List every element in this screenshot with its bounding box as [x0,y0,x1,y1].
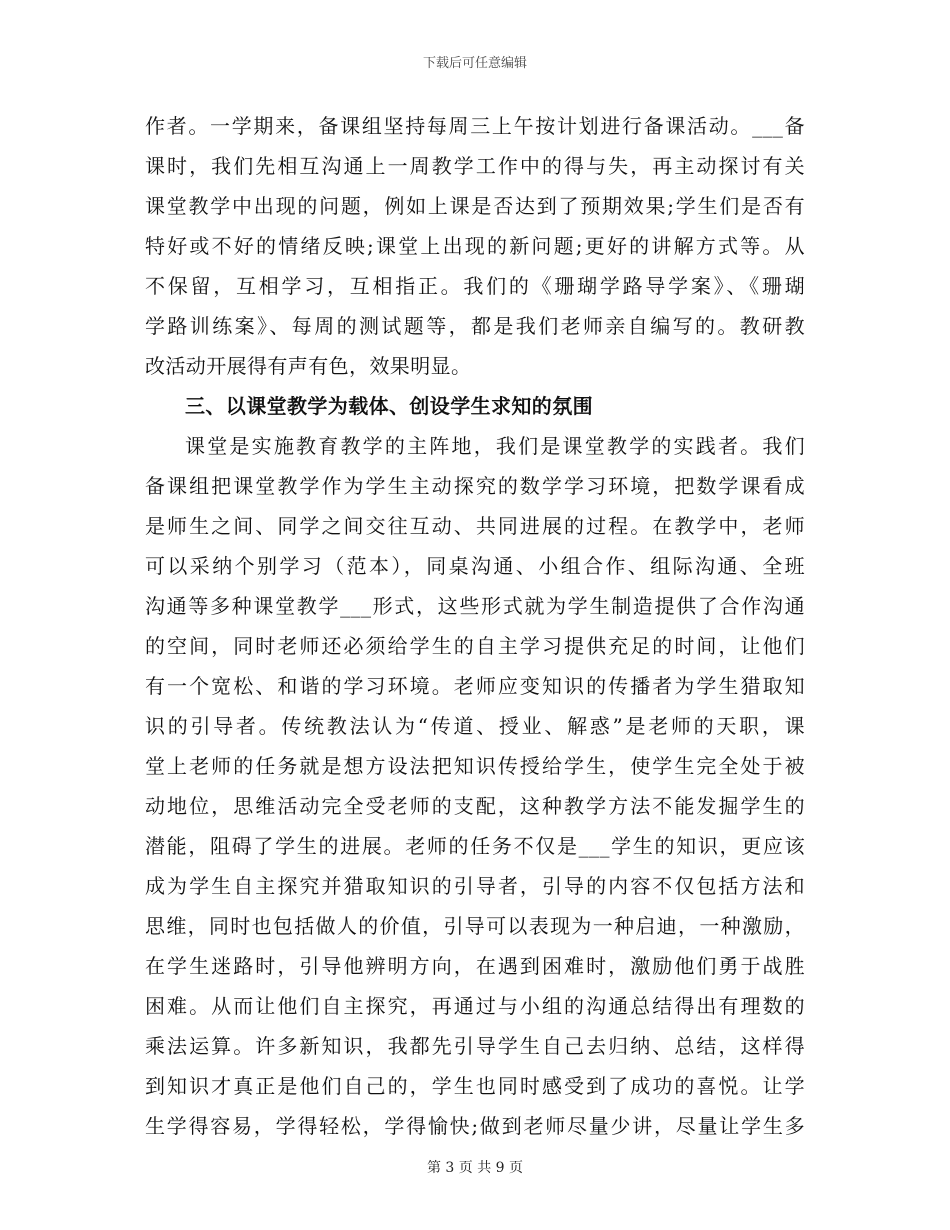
page-header: 下载后可任意编辑 [422,56,527,71]
text-line: 课堂是实施教育教学的主阵地，我们是课堂教学的实践者。我们 [185,434,805,458]
text-line: 备课组把课堂教学作为学生主动探究的数学学习环境，把数学课看成 [145,474,805,498]
text-line: 思维，同时也包括做人的价值，引导可以表现为一种启迪，一种激励， [145,914,805,938]
document-body [145,106,805,1146]
text-line: 堂上老师的任务就是想方设法把知识传授给学生，使学生完全处于被 [145,754,805,778]
paragraph [145,426,805,1146]
text-line: 不保留，互相学习，互相指正。我们的《珊瑚学路导学案》、《珊瑚 [145,274,805,298]
text-line: 动地位，思维活动完全受老师的支配，这种教学方法不能发掘学生的 [145,794,805,818]
text-line: 课堂教学中出现的问题，例如上课是否达到了预期效果;学生们是否有 [145,194,805,218]
page-number: 第 3 页 共 9 页 [426,1160,524,1176]
text-line: 生学得容易，学得轻松，学得愉快;做到老师尽量少讲，尽量让学生多 [145,1114,805,1138]
text-line: 课时，我们先相互沟通上一周教学工作中的得与失，再主动探讨有关 [145,154,805,178]
text-line: 是师生之间、同学之间交往互动、共同进展的过程。在教学中，老师 [145,514,805,538]
text-line: 特好或不好的情绪反映;课堂上出现的新问题;更好的讲解方式等。从 [145,234,805,258]
text-line: 作者。一学期来，备课组坚持每周三上午按计划进行备课活动。___备 [145,114,805,138]
text-line: 到知识才真正是他们自己的，学生也同时感受到了成功的喜悦。让学 [145,1074,805,1098]
text-line: 潜能，阻碍了学生的进展。老师的任务不仅是___学生的知识，更应该 [145,834,805,858]
text-line: 困难。从而让他们自主探究，再通过与小组的沟通总结得出有理数的 [145,994,805,1018]
text-line: 改活动开展得有声有色，效果明显。 [145,354,472,378]
text-line: 识的引导者。传统教法认为“传道、授业、解惑”是老师的天职，课 [145,714,805,738]
section-heading: 三、以课堂教学为载体、创设学生求知的氛围 [185,394,593,418]
text-line: 学路训练案》、每周的测试题等，都是我们老师亲自编写的。教研教 [145,314,805,338]
text-line: 乘法运算。许多新知识，我都先引导学生自己去归纳、总结，这样得 [145,1034,805,1058]
text-line: 的空间，同时老师还必须给学生的自主学习提供充足的时间，让他们 [145,634,805,658]
text-line: 可以采纳个别学习（范本），同桌沟通、小组合作、组际沟通、全班 [145,554,805,578]
paragraph-continued [145,106,805,386]
text-line: 在学生迷路时，引导他辨明方向，在遇到困难时，激励他们勇于战胜 [145,954,805,978]
text-line: 有一个宽松、和谐的学习环境。老师应变知识的传播者为学生猎取知 [145,674,805,698]
text-line: 沟通等多种课堂教学___形式，这些形式就为学生制造提供了合作沟通 [145,594,805,618]
text-line: 成为学生自主探究并猎取知识的引导者，引导的内容不仅包括方法和 [145,874,805,898]
